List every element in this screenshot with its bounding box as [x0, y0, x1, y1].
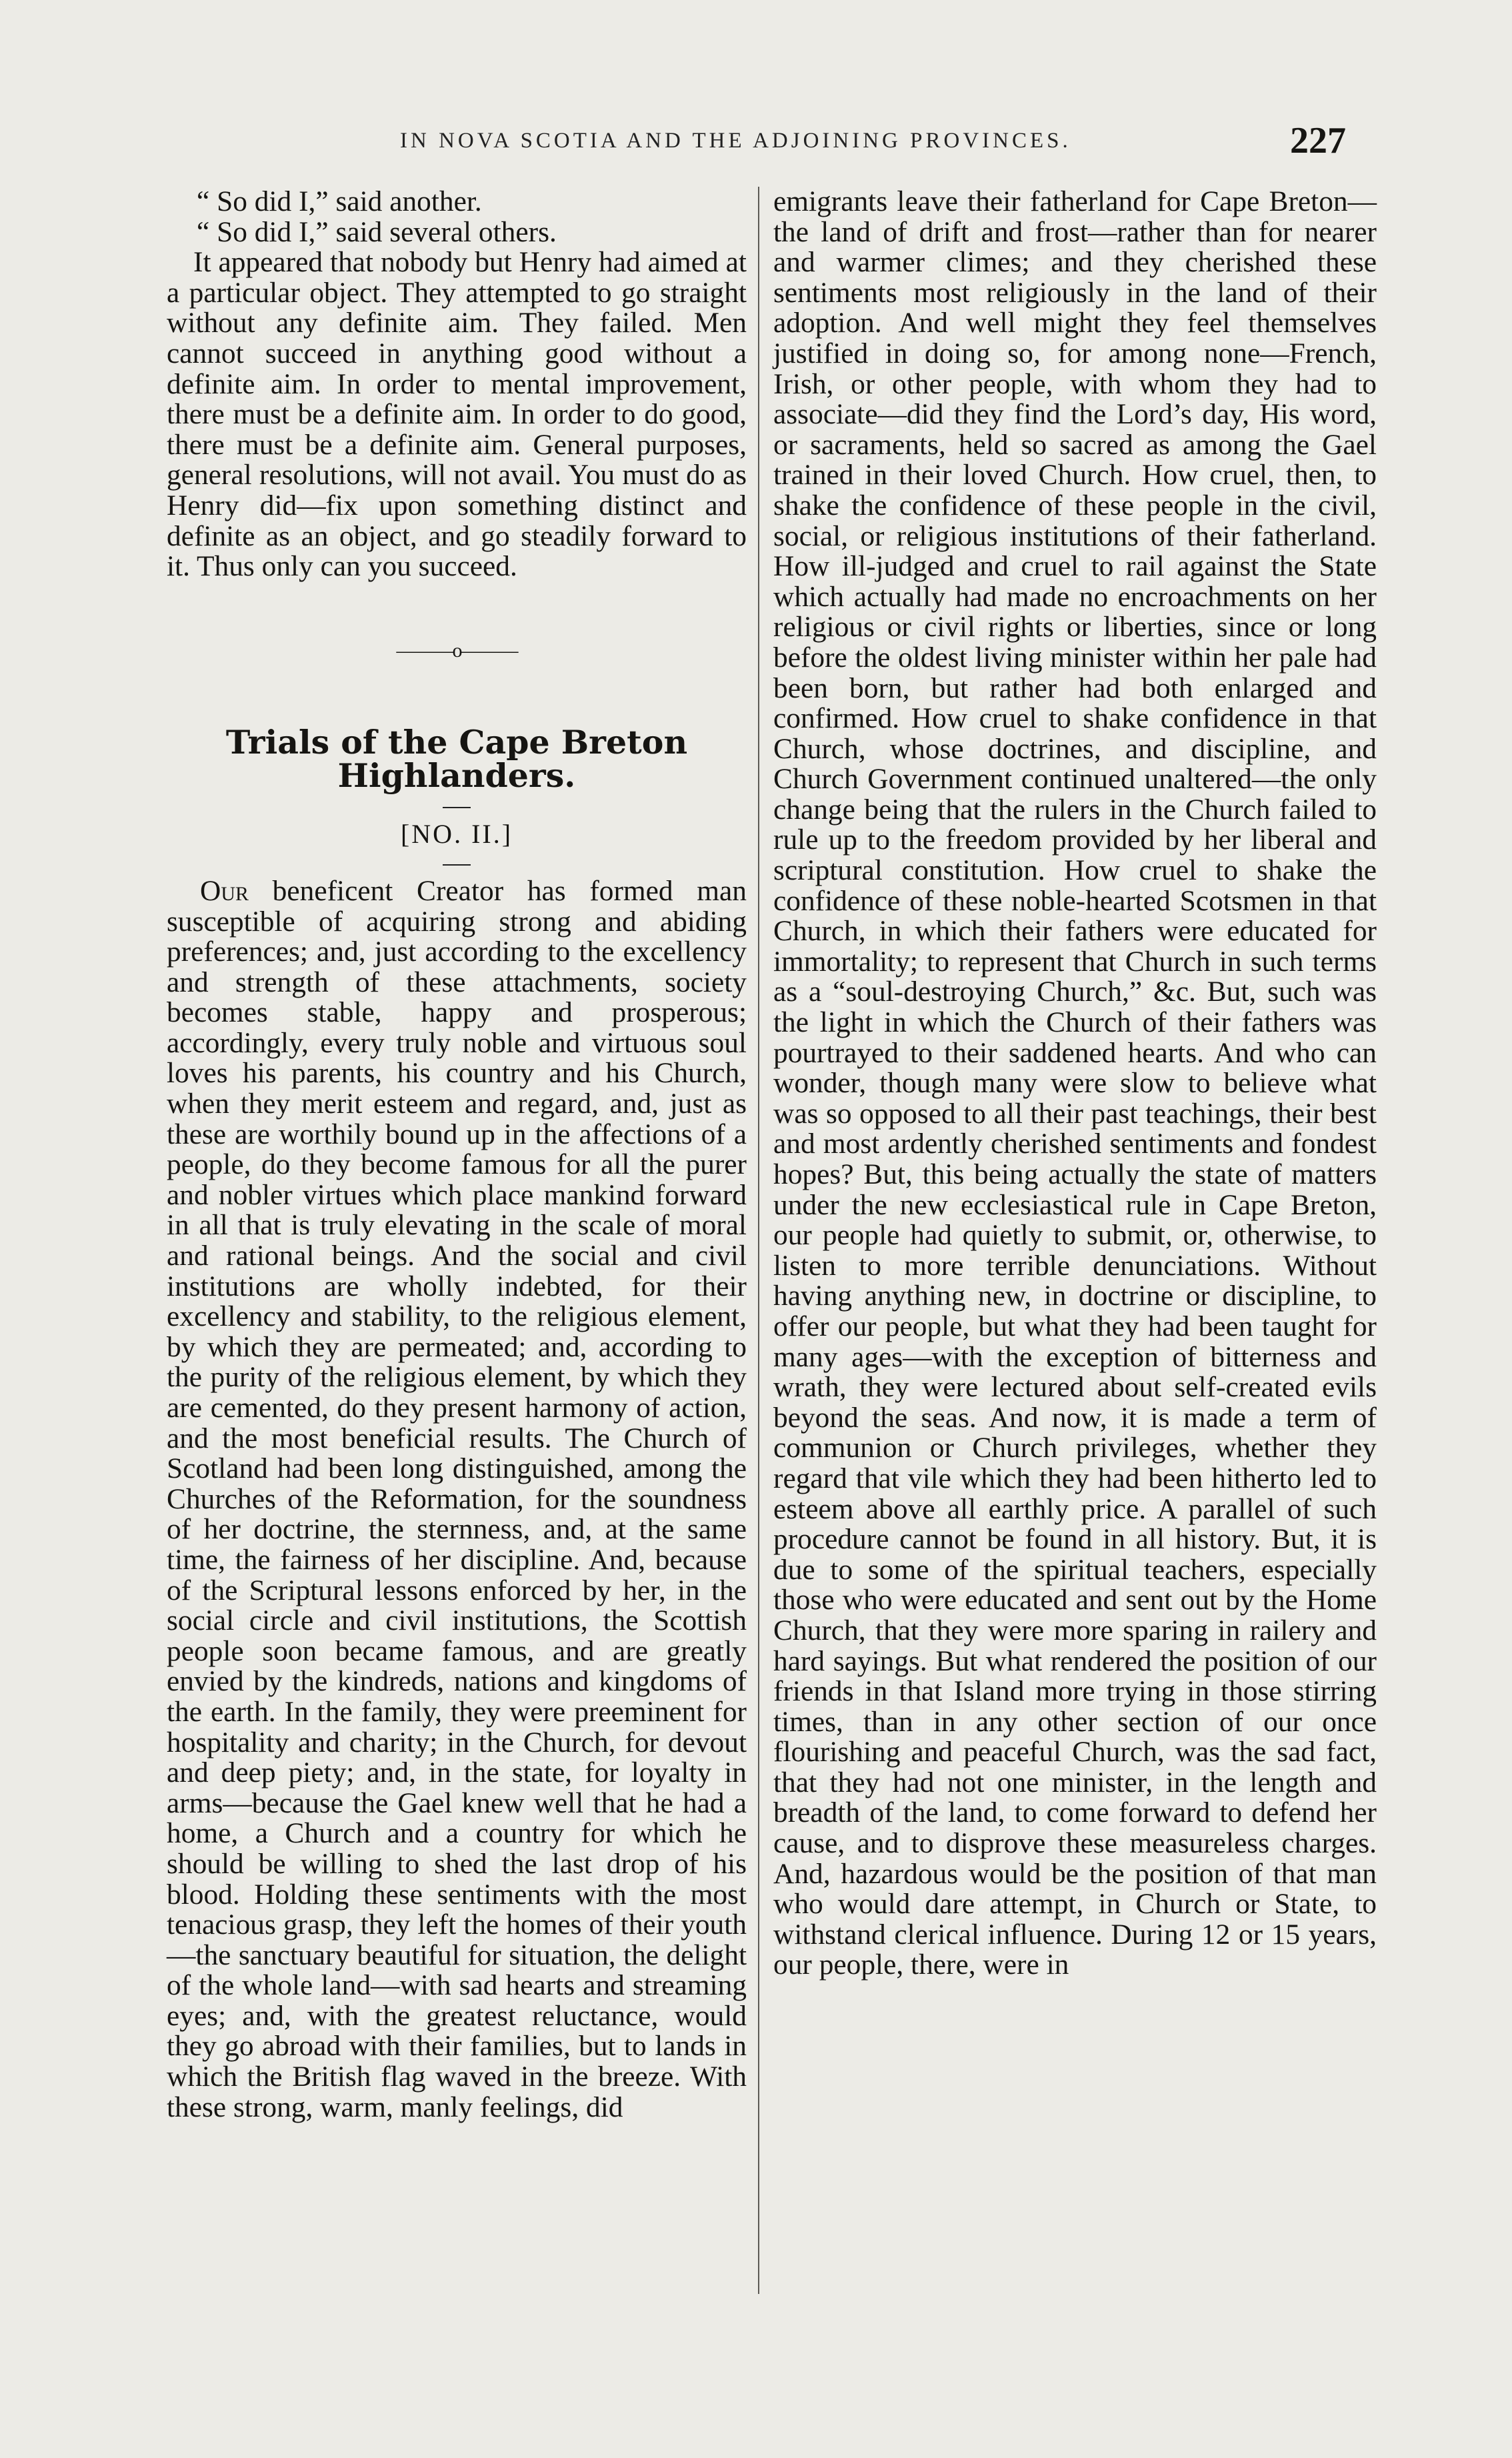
dialogue-line: “ So did I,” said several others. — [197, 215, 557, 248]
article-number: [NO. II.] — [400, 819, 513, 850]
running-head: IN NOVA SCOTIA AND THE ADJOINING PROVINCES. — [400, 129, 1071, 153]
page-header — [0, 120, 1512, 163]
article-body-continued: emigrants leave their fatherland for Cape Breton—the land of drift and frost—rather than for nearer and warmer climes; and they cherished these sentiments most religiously in the land of their adoption. And well might they feel themselves justified in doing so, for among none—French, Irish, or other people, with whom they had to associate—did they find the Lord’s day, His word, or sacraments, held so sacred as among the Gael trained in their loved Church. How cruel, then, to shake the confidence of these people in the civil, social, or religious institutions of their fatherland. How ill-judged and cruel to rail against the State which actually had made no encroachments on her religious or civil rights or liberties, since or long before the oldest living minister within her pale had been born, but rather had both enlarged and confirmed. How cruel to shake confidence in that Church, whose doctrines, and discipline, and Church Government continued unaltered—the only change being that the rulers in the Church failed to rule up to the freedom provided by her liberal and scriptural constitution. How cruel to shake the confidence of these noble-hearted Scotsmen in that Church, in which their fathers were educated for immortality; to represent that Church in such terms as a “soul-destroying Church,” &c. But, such was the light in which the Church of their fathers was pourtrayed to their saddened hearts. And who can wonder, though many were slow to believe what was so opposed to all their past teachings, their best and most ardently cherished sentiments and fondest hopes? But, this being actually the state of matters under the new ecclesiastical rule in Cape Breton, our people had quietly to submit, or, otherwise, to listen to more terrible denunciations. Without having anything new, in doctrine or discipline, to offer our people, but what they had been taught for many ages—with the exception of bitterness and wrath, they were lectured about self-created evils beyond the seas. And now, it is made a term of communion or Church privileges, whether they regard that vile which they had been hitherto led to esteem above all earthly price. A parallel of such procedure cannot be found in all history. But, it is due to some of the spiritual teachers, especially those who were educated and sent out by the Home Church, that they were more sparing in railery and hard sayings. But what rendered the position of our friends in that Island more trying in those stirring times, than in any other section of our once flourishing and peaceful Church, was the sad fact, that they had not one minister, in the length and breadth of the land, to come forward to defend her cause, and to disprove these measureless charges. And, hazardous would be the position of that man who would dare attempt, in Church or State, to withstand clerical influence. During 12 or 15 years, our people, there, were in — [773, 185, 1377, 1981]
article-title: Trials of the Cape Breton Highlanders. — [225, 723, 688, 796]
number-divider — [443, 864, 471, 866]
article-body-text: beneficent Creator has formed man susceptible of acquiring strong and abiding preferences; and, just according to the excellency and strength of these attachments, society becomes stable, happy and prosperous; accordingly, every truly noble and virtuous soul loves his parents, his country and his Church, when they merit esteem and regard, and, just as these are worthily bound up in the affections of a people, do they become famous for all the purer and nobler virtues which place mankind forward in all that is truly elevating in the scale of moral and rational beings. And the social and civil institutions are wholly indebted, for their excellency and stability, to the religious element, by which they are permeated; and, according to the purity of the religious element, by which they are cemented, do they present harmony of action, and the most beneficial results. The Church of Scotland had been long distinguished, among the Churches of the Reformation, for the soundness of her doctrine, the sternness, and, at the same time, the fairness of her discipline. And, because of the Scriptural lessons enforced by her, in the social circle and civil institutions, the Scottish people soon became famous, and are greatly envied by the kindreds, nations and kingdoms of the earth. In the family, they were preeminent for hospitality and charity; in the Church, for devout and deep piety; and, in the state, for loyalty in arms—because the Gael knew well that he had a home, a Church and a country for which he should be willing to shed the last drop of his blood. Holding these sentiments with the most tenacious grasp, they left the homes of their youth—the sanctuary beautiful for situation, the delight of the whole land—with sad hearts and streaming eyes; and, with the greatest reluctance, would they go abroad with their families, but to lands in which the British flag waved in the breeze. With these strong, warm, manly feelings, did — [167, 874, 747, 2123]
article-body-paragraph — [167, 876, 747, 2123]
title-divider — [443, 807, 471, 808]
paragraph-initial-word: Our — [200, 874, 249, 907]
intro-paragraph: It appeared that nobody but Henry had aimed at a particular object. They attempted to go straight without any definite aim. They failed. Men cannot succeed in anything good without a definite aim. In order to mental improvement, there must be a definite aim. In order to do good, there must be a definite aim. General purposes, general resolutions, will not avail. You must do as Henry did—fix upon something distinct and definite as an object, and go steadily forward to it. Thus only can you succeed. — [167, 246, 747, 583]
page-number: 227 — [1290, 120, 1346, 161]
left-column — [167, 187, 747, 2123]
right-column — [773, 187, 1377, 1981]
column-divider — [758, 187, 759, 2294]
section-break: ———o——— — [396, 639, 517, 662]
dialogue-line: “ So did I,” said another. — [197, 185, 482, 217]
